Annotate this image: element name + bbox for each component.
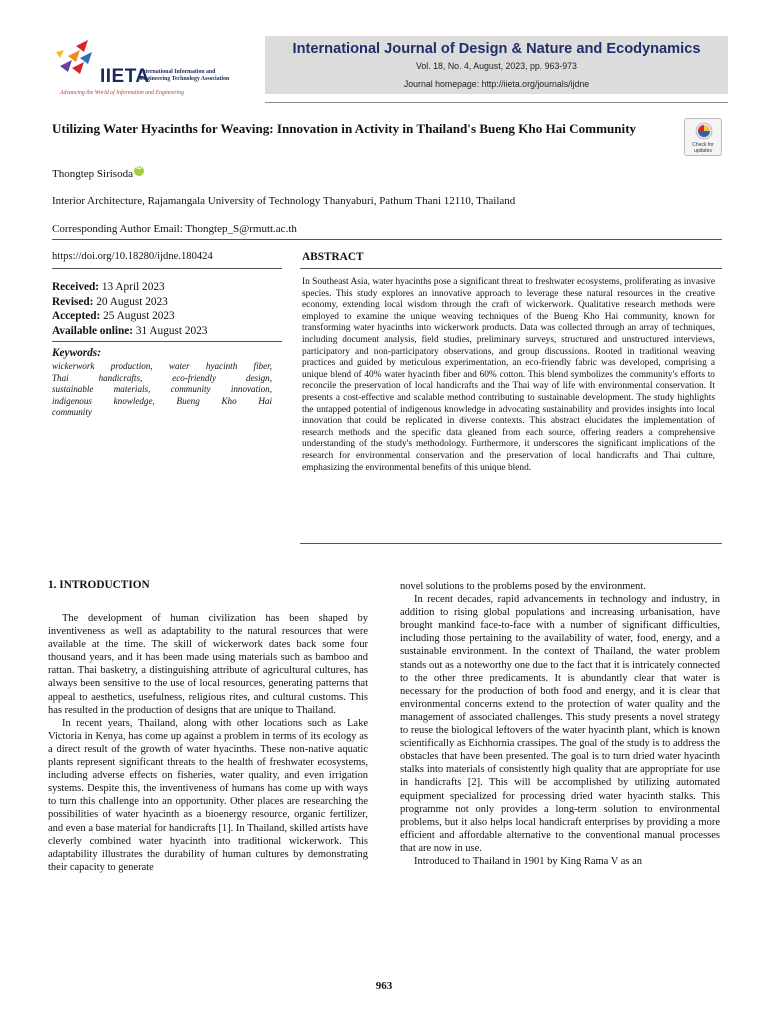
corresponding-author-email[interactable]: Corresponding Author Email: Thongtep_S@rmutt.ac.th xyxy=(52,223,297,235)
page-number: 963 xyxy=(375,980,393,992)
keywords-heading: Keywords: xyxy=(52,347,101,359)
keywords-line: wickerwork production, water hyacinth fiber, xyxy=(52,361,272,371)
abstract-heading: ABSTRACT xyxy=(302,251,364,263)
journal-volume: Vol. 18, No. 4, August, 2023, pp. 963-973 xyxy=(416,61,577,71)
abstract-top-divider xyxy=(300,268,722,269)
author-affiliation: Interior Architecture, Rajamangala University of Technology Thanyaburi, Pathum Thani 12110, Thailand xyxy=(52,195,516,207)
abstract-bottom-divider xyxy=(300,543,722,544)
revised-date: Revised: 20 August 2023 xyxy=(52,295,168,308)
paper-title: Utilizing Water Hyacinths for Weaving: Innovation in Activity in Thailand's Bueng Kho Hai Community xyxy=(52,121,637,136)
keywords-line: sustainable materials, community innovation, xyxy=(52,384,272,395)
keywords-list xyxy=(52,361,272,419)
keywords-line: indigenous knowledge, Bueng Kho Hai xyxy=(52,395,272,406)
received-date: Received: 13 April 2023 xyxy=(52,281,165,293)
logo-org-line2: Engineering Technology Association xyxy=(140,75,230,82)
section-heading-introduction: 1. INTRODUCTION xyxy=(48,579,150,591)
body-paragraph: In recent years, Thailand, along with other locations such as Lake Victoria in Kenya, has come up against a problem in terms of its ecology as a direct result of the growth of water hyacinths. These non-native aquatic plants represent significant threats to the health of freshwater ecosystems, including adverse effects on fisheries, water quality, and even irrigation systems. Despite this, the inventiveness of humans has come up with ways to turn this challenge into an opportunity. Other places are researching the possibilities of water hyacinth as a bioenergy resource, organic fertilizer, and even a base material for handicrafts [1]. In Thailand, skilled artists have cleverly combined water hyacinth into traditional wickerwork. This adaptability illustrates the durability of human cultures by demonstrating their capacity to generate xyxy=(48,717,368,873)
check-for-updates-badge[interactable] xyxy=(684,118,722,156)
body-paragraph-continuation: novel solutions to the problems posed by the environment. xyxy=(400,581,646,592)
author xyxy=(52,166,144,180)
journal-banner xyxy=(265,36,728,94)
body-paragraph: Introduced to Thailand in 1901 by King Rama V as an xyxy=(414,855,643,867)
iieta-logo[interactable] xyxy=(50,38,250,100)
article-dates xyxy=(52,280,207,338)
journal-homepage-link[interactable]: Journal homepage: http://iieta.org/journals/ijdne xyxy=(403,79,590,89)
journal-header xyxy=(40,30,728,112)
body-paragraph: The development of human civilization has been shaped by inventiveness as well as adaptability to the natural resources that were available at the time. The skill of wickerwork dates back some four thousand years, and it has been made using materials such as bamboo and rattan. Thai basketry, a distinguishing attribute of agricultural cultures, has always been sensitive to the use of local resources, generating patterns that appeal to aesthetics, usefulness, religious rites, and cultural customs. This has resulted in the production of designs that are unique to Thailand. xyxy=(48,613,368,716)
doi-divider xyxy=(52,268,282,269)
header-divider xyxy=(265,102,728,103)
accepted-date: Accepted: 25 August 2023 xyxy=(52,310,175,323)
logo-text: IIETA xyxy=(100,66,150,87)
logo-org-line1: International Information and xyxy=(140,69,216,75)
dates-divider xyxy=(52,341,282,342)
logo-slogan: Advancing the World of Information and Engineering xyxy=(60,90,185,96)
doi-link[interactable]: https://doi.org/10.18280/ijdne.180424 xyxy=(52,251,213,262)
journal-title[interactable]: International Journal of Design & Nature and Ecodynamics xyxy=(292,41,701,57)
title-divider xyxy=(52,239,722,240)
author-name[interactable]: Thongtep Sirisoda xyxy=(52,168,133,180)
online-date: Available online: 31 August 2023 xyxy=(52,324,208,337)
crossmark-icon xyxy=(684,118,722,156)
body-column-right xyxy=(400,580,720,868)
body-column-left xyxy=(48,612,368,874)
body-paragraph: In recent decades, rapid advancements in technology and industry, in addition to rising global populations and increasing urbanisation, have brought mankind face-to-face with a number of significant difficulties, including those pertaining to the availability of water, food, energy, and a sustainable environment. In the context of Thailand, the water problem stands out as a noteworthy one due to the fact that it is intricately connected to the other three predicaments. It is abundantly clear that water is necessary for the production of both food and energy, and it is clear that environmental concerns extend to the protection of water quality and the management of associated challenges. This study presents a novel strategy to reuse the biological leftovers of the water hyacinth plant, which is known scientifically as Eichhornia crassipes. The goal of the study is to address the obstacles that have been presented. The goal is to turn dried water hyacinth stalks into materials of consistently high quality that are appropriate for use in handicrafts [2]. This will be accomplished by utilizing automated equipment specialized for processing dried water hyacinth stalks. This programme not only provides a long-term solution to environmental problems, but it also helps local handicraft enterprises by providing a more efficient and affordable alternative to the conventional manual processes that are now in use. xyxy=(400,594,720,854)
keywords-line: Thai handicrafts, eco-friendly design, xyxy=(52,372,272,383)
orcid-icon[interactable]: iD xyxy=(134,166,144,176)
abstract-text: In Southeast Asia, water hyacinths pose a significant threat to freshwater ecosystems, proliferating as invasive species. This study explores an innovative approach to leverage these natural resources in the creative economy, extending local wisdom through the craft of wickerwork. Qualitative research methods were employed to examine the unique weaving techniques of the Bueng Kho Hai community, known for transforming water hyacinths into wickerwork products. Data was collected through an array of techniques, including document analysis, field studies, preliminary surveys, structured and unstructured interviews, participatory and non-participatory observations, and group discussions. Rooted in traditional weaving practices and guided by meticulous experimentation, an eco-friendly fabric was developed, comprising a unique blend of 40% water hyacinth fiber and 60% cotton. This blend symbolizes the community's efforts to reconcile the preservation of local handicrafts and the Thai way of life with environmental conservation. It presents a cost-effective and scalable method contributing to sustainable development. The study highlights the untapped potential of indigenous knowledge in advocating sustainability and provides insights into local innovation that could be replicated in diverse contexts. This abstract elucidates the implementation of research methods and the specific data gleaned from each source, offering readers a comprehensive understanding of the study's methodology. Furthermore, it underscores the significant implications of the research for environmental conservation and the preservation of local handicrafts and Thai culture, emphasizing the environmental benefits of this unique blend. xyxy=(302,277,715,473)
crossmark-label: Check for updates xyxy=(692,142,714,154)
keywords-line: community xyxy=(52,407,92,418)
